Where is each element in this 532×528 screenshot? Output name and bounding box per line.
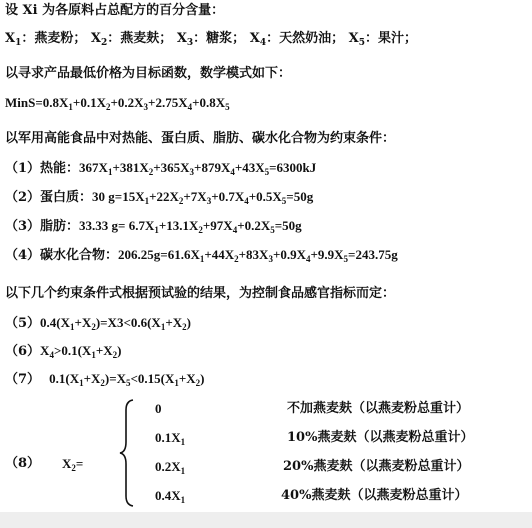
var-def-5: $X_5$：果汁； — [348, 31, 417, 48]
objective-function: $MinS=0.8X_1+0.1X_2+0.2X_3+2.75X_4+0.8X_5$ — [5, 95, 230, 112]
case-note-2: 10%燕麦麸（以燕麦粉总重计） — [287, 430, 474, 445]
constraint-energy: （1）热能：$367X_1+381X_2+365X_3+879X_4+43X_5=6300kJ$ — [5, 160, 317, 177]
constraint-5: $(5)0.4(X_1+X_2)=X3<0.6(X_1+X_2)$ — [5, 315, 191, 332]
case-value-2: $0.1X_1$ — [155, 430, 186, 447]
var-def-4: $X_4$：天然奶油； — [249, 31, 345, 48]
constraint-fat: （3）脂肪：33.33 $g= 6.7X_1+13.1X_2+97X_4+0.2X_5=50g$ — [5, 218, 302, 235]
piecewise-lhs: $X_2=$ — [62, 456, 84, 473]
sensory-intro — [5, 286, 395, 302]
case-note-4: 40%燕麦麸（以燕麦粉总重计） — [281, 488, 468, 503]
objective-intro-text: 以寻求产品最低价格为目标函数，数学模式如下： — [5, 66, 292, 81]
case-value-3: $0.2X_1$ — [155, 459, 186, 476]
constraint-carbohydrate: （4）碳水化合物：$206.25g=61.6X_1+44X_2+83X_3+0.9X_4+9.9X_5=243.75g$ — [5, 247, 398, 264]
var-def-2: $X_2$：燕麦麸； — [90, 31, 173, 48]
left-brace — [118, 398, 138, 508]
constraint-intro-text: 以军用高能食品中对热能、蛋白质、脂肪、碳水化合物为约束条件： — [5, 131, 396, 146]
intro-text: 设 Xi 为各原料占总配方的百分含量： — [5, 3, 225, 18]
constraint-protein: （2）蛋白质：30 $g=15X_1+22X_2+7X_3+0.7X_4+0.5X_5=50g$ — [5, 189, 314, 206]
bottom-strip — [0, 512, 532, 528]
case-note-3: 20%燕麦麸（以燕麦粉总重计） — [283, 459, 470, 474]
constraint-6: $(6)X_4>0.1(X_1+X_2)$ — [5, 343, 122, 360]
constraint-7: （7） $0.1(X_1+X_2)=X_5<0.15(X_1+X_2)$ — [5, 371, 205, 388]
sensory-intro-text: 以下几个约束条件式根据预试验的结果，为控制食品感官指标而定： — [5, 286, 396, 301]
var-def-3: $X_3$：糖浆； — [176, 31, 246, 48]
constraint-intro — [5, 131, 395, 147]
piecewise-label: （8） — [5, 456, 41, 471]
case-value-1: 0 — [155, 401, 162, 416]
intro-line — [5, 3, 224, 19]
case-value-4: $0.4X_1$ — [155, 488, 186, 505]
variable-definitions — [5, 31, 417, 47]
case-note-1: 不加燕麦麸（以燕麦粉总重计） — [287, 401, 470, 416]
var-def-1: $X_1$：燕麦粉； — [5, 31, 87, 48]
objective-intro — [5, 66, 291, 82]
